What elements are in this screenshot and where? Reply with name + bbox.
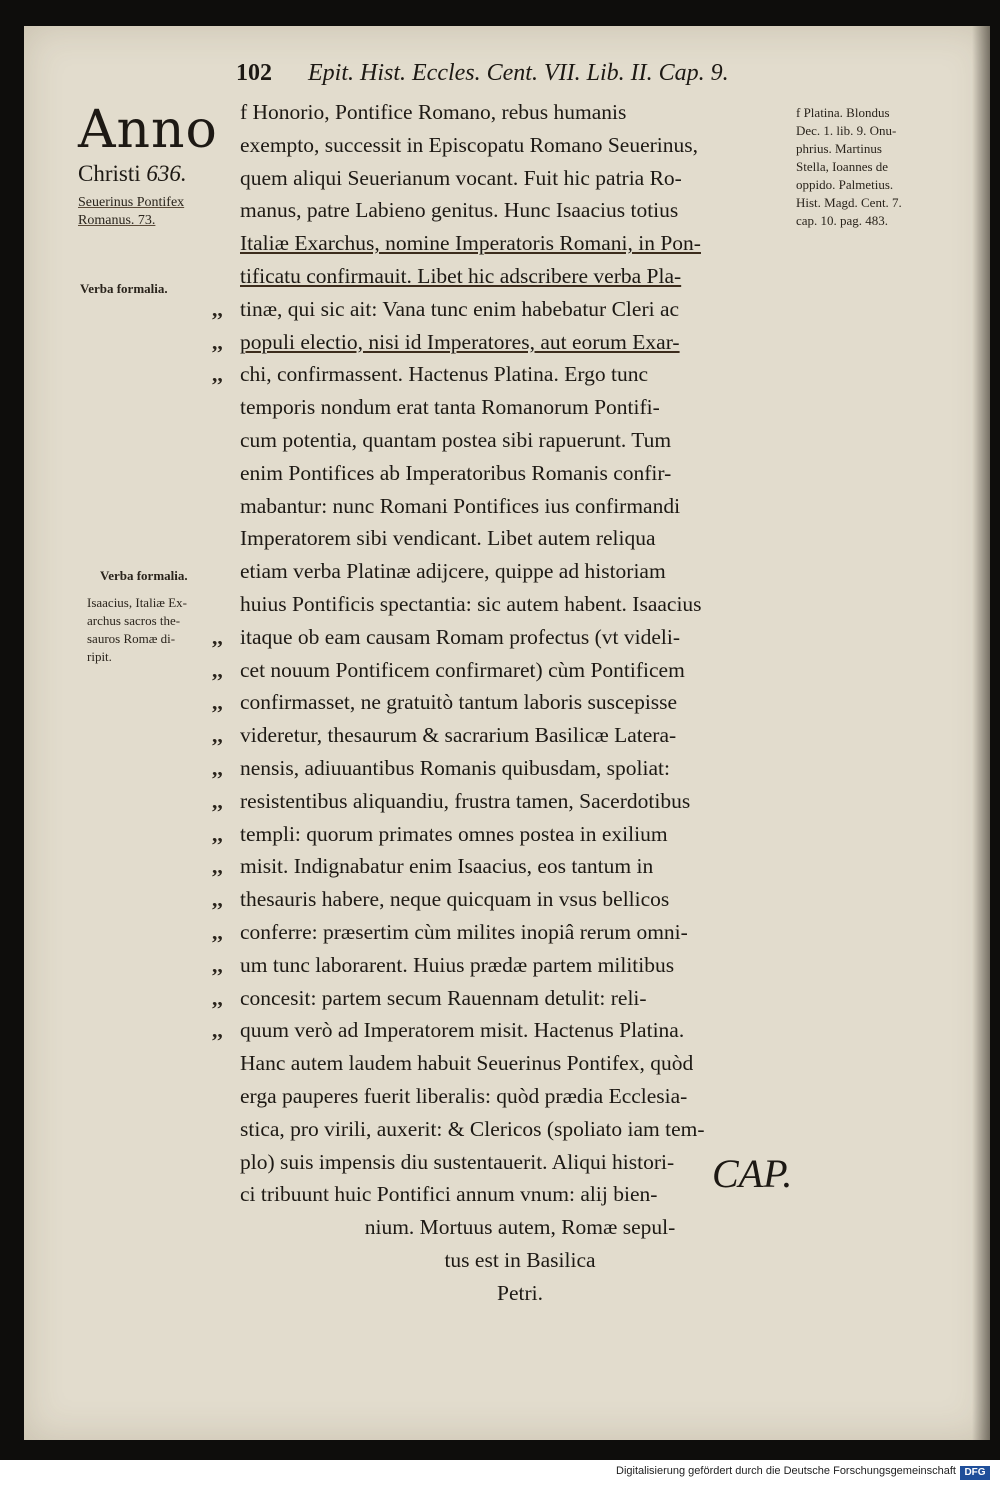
text-line bbox=[212, 818, 800, 851]
text-line bbox=[212, 686, 800, 719]
text-line bbox=[240, 260, 800, 293]
text-line bbox=[212, 949, 800, 982]
text-line-content: um tunc laborarent. Huius prædæ partem militibus bbox=[240, 952, 675, 977]
citation-line: cap. 10. pag. 483. bbox=[796, 213, 889, 228]
text-line-content: nensis, adiuuantibus Romanis quibusdam, spoliat: bbox=[240, 755, 670, 780]
text-line-content: enim Pontifices ab Imperatoribus Romanis confir- bbox=[240, 460, 672, 485]
text-line bbox=[212, 654, 800, 687]
text-line-content: cet nouum Pontificem confirmaret) cùm Pontificem bbox=[240, 657, 685, 682]
text-line bbox=[240, 96, 800, 129]
text-line bbox=[212, 850, 800, 883]
citation-line: Hist. Magd. Cent. 7. bbox=[796, 195, 902, 210]
text-line bbox=[240, 1047, 800, 1080]
page-number: 102 bbox=[236, 60, 272, 86]
citation-line: f Platina. Blondus bbox=[796, 105, 890, 120]
citation-line: Stella, Ioannes de bbox=[796, 159, 889, 174]
quotation-mark: ,, bbox=[212, 723, 223, 748]
text-line bbox=[212, 752, 800, 785]
quotation-mark: ,, bbox=[212, 657, 223, 682]
text-line-content: ci tribuunt huic Pontifici annum vnum: alij bien- bbox=[240, 1182, 658, 1207]
right-margin-citation bbox=[796, 104, 902, 230]
citation-line: Dec. 1. lib. 9. Onu- bbox=[796, 123, 897, 138]
text-line bbox=[212, 358, 800, 391]
citation-line: phrius. Martinus bbox=[796, 141, 882, 156]
quotation-mark: ,, bbox=[212, 854, 223, 879]
text-line-content: Hanc autem laudem habuit Seuerinus Pontifex, quòd bbox=[240, 1051, 694, 1076]
text-line-content: temporis nondum erat tanta Romanorum Pontifi- bbox=[240, 395, 660, 420]
quotation-mark: ,, bbox=[212, 887, 223, 912]
text-line-content: chi, confirmassent. Hactenus Platina. Ergo tunc bbox=[240, 362, 648, 387]
anno-heading: Anno bbox=[78, 100, 218, 160]
text-line bbox=[240, 522, 800, 555]
text-line-content: misit. Indignabatur enim Isaacius, eos tantum in bbox=[240, 854, 654, 879]
text-line-content: templi: quorum primates omnes postea in exilium bbox=[240, 821, 668, 846]
main-text-block bbox=[212, 96, 800, 1309]
text-line-content: Italiæ Exarchus, nomine Imperatoris Romani, in Pon- bbox=[240, 231, 701, 256]
text-line-content: quem aliqui Seuerianum vocant. Fuit hic patria Ro- bbox=[240, 165, 682, 190]
isaacius-line-2: archus sacros the- bbox=[87, 613, 181, 628]
text-line bbox=[240, 555, 800, 588]
text-line bbox=[240, 227, 800, 260]
isaacius-line-3: sauros Romæ di- bbox=[87, 631, 176, 646]
text-line-content: tificatu confirmauit. Libet hic adscribere verba Pla- bbox=[240, 263, 682, 288]
text-line-content: thesauris habere, neque quicquam in vsus bellicos bbox=[240, 887, 670, 912]
isaacius-line-4: ripit. bbox=[87, 649, 112, 664]
catchword: CAP. bbox=[712, 1151, 793, 1196]
text-line-content: concesit: partem secum Rauennam detulit: reli- bbox=[240, 985, 647, 1010]
text-line bbox=[212, 621, 800, 654]
text-line bbox=[240, 1277, 800, 1310]
text-line-content: f Honorio, Pontifice Romano, rebus humanis bbox=[240, 100, 627, 124]
text-line bbox=[212, 916, 800, 949]
quotation-mark: ,, bbox=[212, 329, 223, 354]
text-line bbox=[212, 785, 800, 818]
text-line bbox=[240, 129, 800, 162]
text-line-content: etiam verba Platinæ adijcere, quippe ad historiam bbox=[240, 559, 666, 584]
text-line-content: nium. Mortuus autem, Romæ sepul- bbox=[364, 1215, 676, 1240]
text-line bbox=[240, 424, 800, 457]
text-line bbox=[212, 293, 800, 326]
text-line-content: tinæ, qui sic ait: Vana tunc enim habebatur Cleri ac bbox=[240, 296, 680, 321]
text-line bbox=[240, 457, 800, 490]
text-line-content: stica, pro virili, auxerit: & Clericos (spoliato iam tem- bbox=[240, 1116, 705, 1141]
quotation-mark: ,, bbox=[212, 755, 223, 780]
text-line-content: resistentibus aliquandiu, frustra tamen, Sacerdotibus bbox=[240, 788, 691, 813]
isaacius-line-1: Isaacius, Italiæ Ex- bbox=[87, 595, 187, 610]
text-line bbox=[240, 1113, 800, 1146]
severinus-line-2: Romanus. 73. bbox=[78, 213, 156, 228]
text-line-content: Imperatorem sibi vendicant. Libet autem reliqua bbox=[240, 526, 656, 551]
text-line-content: plo) suis impensis diu sustentauerit. Aliqui histori- bbox=[240, 1149, 675, 1174]
text-line bbox=[212, 719, 800, 752]
running-header bbox=[236, 60, 729, 87]
page-gutter-shadow bbox=[972, 26, 990, 1440]
text-line-content: mabantur: nunc Romani Pontifices ius confirmandi bbox=[240, 493, 681, 518]
text-line-content: tus est in Basilica bbox=[444, 1247, 596, 1272]
text-line bbox=[240, 194, 800, 227]
quotation-mark: ,, bbox=[212, 296, 223, 321]
text-line-content: Petri. bbox=[497, 1280, 543, 1305]
year-value: 636. bbox=[146, 161, 187, 186]
quotation-mark: ,, bbox=[212, 952, 223, 977]
text-line-content: cum potentia, quantam postea sibi rapuerunt. Tum bbox=[240, 427, 672, 452]
text-line bbox=[240, 391, 800, 424]
text-line-content: videretur, thesaurum & sacrarium Basilicæ Latera- bbox=[240, 723, 677, 748]
severinus-line-1: Seuerinus Pontifex bbox=[78, 195, 185, 210]
text-line-content: exempto, successit in Episcopatu Romano Seuerinus, bbox=[240, 132, 698, 157]
text-line bbox=[240, 1080, 800, 1113]
quotation-mark: ,, bbox=[212, 821, 223, 846]
verba-formalia-note-2: Verba formalia. bbox=[100, 568, 188, 583]
text-line bbox=[240, 1211, 800, 1244]
quotation-mark: ,, bbox=[212, 919, 223, 944]
text-line-content: populi electio, nisi id Imperatores, aut eorum Exar- bbox=[240, 329, 680, 354]
dfg-logo: DFG bbox=[960, 1466, 990, 1480]
text-line-content: manus, patre Labieno genitus. Hunc Isaacius totius bbox=[240, 198, 679, 223]
text-line bbox=[212, 883, 800, 916]
text-line bbox=[212, 1014, 800, 1047]
quotation-mark: ,, bbox=[212, 1018, 223, 1043]
text-line-content: conferre: præsertim cùm milites inopiâ rerum omni- bbox=[240, 919, 688, 944]
quotation-mark: ,, bbox=[212, 985, 223, 1010]
text-line-content: confirmasset, ne gratuitò tantum laboris suscepisse bbox=[240, 690, 678, 715]
footer-credit: Digitalisierung gefördert durch die Deutsche Forschungsgemeinschaft bbox=[616, 1465, 956, 1477]
citation-line: oppido. Palmetius. bbox=[796, 177, 894, 192]
text-line-content: huius Pontificis spectantia: sic autem habent. Isaacius bbox=[240, 591, 702, 616]
text-line bbox=[240, 490, 800, 523]
running-title: Epit. Hist. Eccles. Cent. VII. Lib. II. Cap. 9. bbox=[308, 60, 729, 86]
text-line-content: erga pauperes fuerit liberalis: quòd prædia Ecclesia- bbox=[240, 1083, 688, 1108]
severinus-note bbox=[78, 194, 184, 230]
quotation-mark: ,, bbox=[212, 624, 223, 649]
quotation-mark: ,, bbox=[212, 788, 223, 813]
christi-year bbox=[78, 161, 187, 187]
text-line bbox=[240, 1244, 800, 1277]
text-line bbox=[212, 982, 800, 1015]
text-line bbox=[212, 326, 800, 359]
text-line-content: quum verò ad Imperatorem misit. Hactenus Platina. bbox=[240, 1018, 685, 1043]
text-line bbox=[240, 588, 800, 621]
isaacius-note bbox=[87, 594, 187, 666]
quotation-mark: ,, bbox=[212, 690, 223, 715]
text-line-content: itaque ob eam causam Romam profectus (vt videli- bbox=[240, 624, 681, 649]
christi-label: Christi bbox=[78, 161, 141, 186]
verba-formalia-note-1: Verba formalia. bbox=[80, 281, 168, 296]
text-line bbox=[240, 162, 800, 195]
quotation-mark: ,, bbox=[212, 362, 223, 387]
footer-bar bbox=[0, 1460, 1000, 1487]
